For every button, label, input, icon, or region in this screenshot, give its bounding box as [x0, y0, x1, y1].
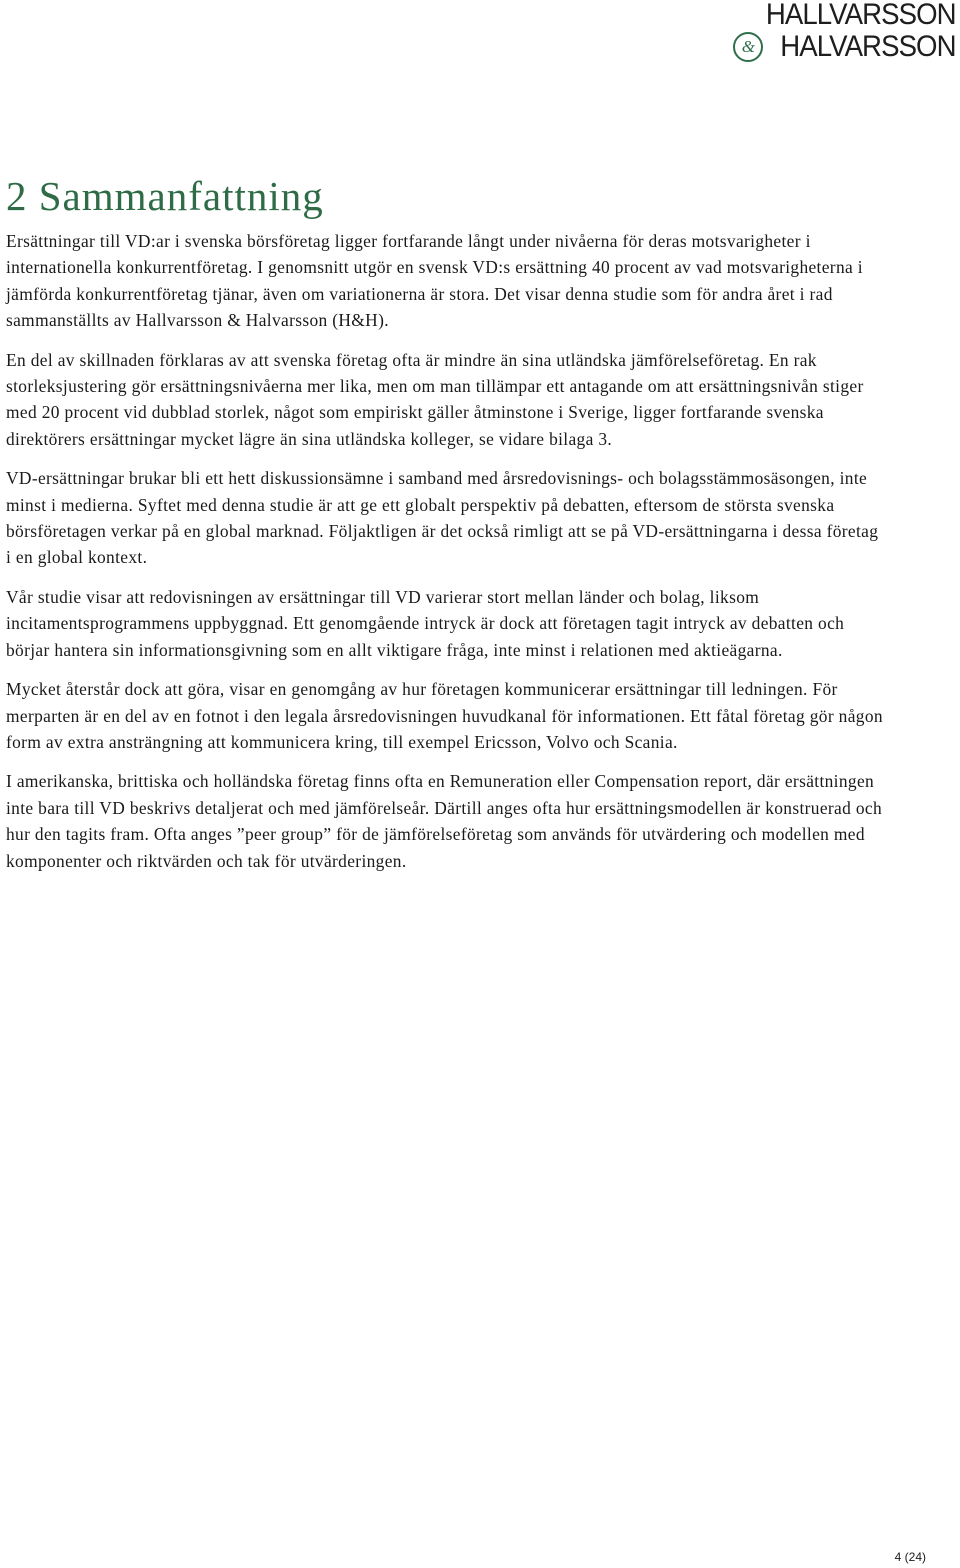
body-text [6, 228, 886, 887]
paragraph-1: Ersättningar till VD:ar i svenska börsföretag ligger fortfarande långt under nivåerna för deras motsvarigheter i internationella konkurrentföretag. I genomsnitt utgör en svensk VD:s ersättning 40 procent av vad motsvarigheterna i jämförda konkurrentföretag tjänar, även om variationerna är stora. Det visar denna studie som för andra året i rad sammanställts av Hallvarsson & Halvarsson (H&H). [6, 231, 863, 331]
logo-row-bottom [733, 32, 956, 62]
paragraph-5: Mycket återstår dock att göra, visar en genomgång av hur företagen kommunicerar ersättningar till ledningen. För merparten är en del av en fotnot i den legala årsredovisningen huvudkanal för informationen. Ett fåtal företag gör någon form av extra ansträngning att kommunicera kring, till exempel Ericsson, Volvo och Scania. [6, 679, 883, 752]
logo-wordmark-bottom: HALVARSSON [780, 30, 956, 63]
paragraph-2: En del av skillnaden förklaras av att svenska företag ofta är mindre än sina utländska jämförelseföretag. En rak storleksjustering gör ersättningsnivåerna mer lika, men om man tillämpar ett antagande om att ersättningsnivån stiger med 20 procent vid dubblad storlek, något som empiriskt gäller åtminstone i Sverige, ligger fortfarande svenska direktörers ersättningar mycket lägre än sina utländska kolleger, se vidare bilaga 3. [6, 349, 864, 449]
page-number: 4 (24) [894, 1550, 926, 1564]
section-title: 2 Sammanfattning [6, 173, 324, 219]
paragraph-4: Vår studie visar att redovisningen av ersättningar till VD varierar stort mellan länder och bolag, liksom incitamentsprogrammens uppbyggnad. Ett genomgående intryck är dock att företagen tagit intryck av debatten och börjar hantera sin informationsgivning som en allt viktigare fråga, inte minst i relationen med aktieägarna. [6, 586, 845, 660]
logo-wordmark-top: HALLVARSSON [766, 0, 956, 31]
paragraph-3: VD-ersättningar brukar bli ett hett diskussionsämne i samband med årsredovisnings- och bolagsstämmosäsongen, inte minst i medierna. Syftet med denna studie är att ge ett globalt perspektiv på debatten, eftersom de största svenska börsföretagen verkar på en global marknad. Följaktligen är det också rimligt att se på VD-ersättningarna i dessa företag i en global kontext. [6, 468, 879, 568]
logo-ampersand-icon: & [733, 32, 763, 62]
company-logo [733, 0, 956, 62]
paragraph-6: I amerikanska, brittiska och holländska företag finns ofta en Remuneration eller Compensation report, där ersättningen inte bara till VD beskrivs detaljerat och med jämförelseår. Därtill anges ofta hur ersättningsmodellen är konstruerad och hur den tagits fram. Ofta anges ”peer group” för de jämförelseföretag som används för utvärdering och modellen med komponenter och riktvärden och tak för utvärderingen. [6, 771, 883, 871]
